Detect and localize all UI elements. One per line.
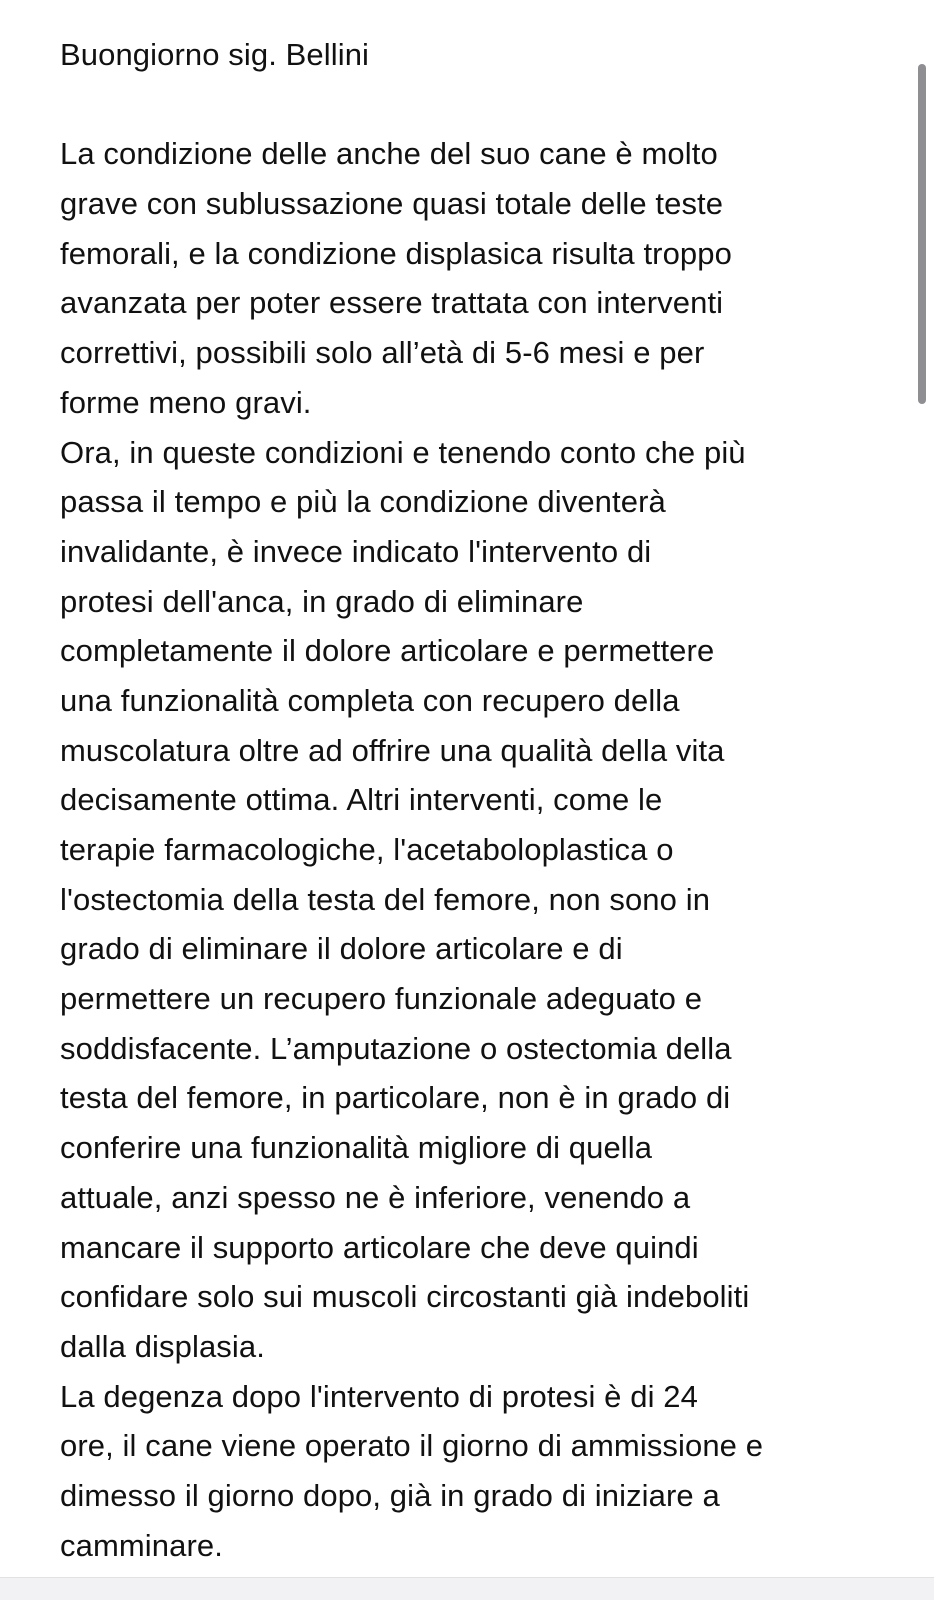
text-line: permettere un recupero funzionale adeguato e xyxy=(60,981,703,1017)
text-line: attuale, anzi spesso ne è inferiore, venendo a xyxy=(60,1179,691,1215)
greeting-line: Buongiorno sig. Bellini xyxy=(60,37,370,72)
text-line: muscolatura oltre ad offrire una qualità della vita xyxy=(60,732,725,768)
text-line: soddisfacente. L’amputazione o ostectomia della xyxy=(60,1030,732,1066)
text-line: La condizione delle anche del suo cane è molto xyxy=(60,136,718,172)
email-body xyxy=(60,30,910,1570)
text-line: mancare il supporto articolare che deve quindi xyxy=(60,1229,699,1265)
text-line: Ora, in queste condizioni e tenendo conto che più xyxy=(60,434,746,470)
text-line: dalla displasia. xyxy=(60,1328,265,1364)
scrollbar-thumb[interactable] xyxy=(918,64,926,404)
text-line: correttivi, possibili solo all’età di 5-6 mesi e per xyxy=(60,335,705,371)
text-line: protesi dell'anca, in grado di eliminare xyxy=(60,583,584,619)
bottom-toolbar-edge xyxy=(0,1577,934,1600)
text-line: grave con sublussazione quasi totale delle teste xyxy=(60,186,724,222)
text-line: testa del femore, in particolare, non è in grado di xyxy=(60,1080,731,1116)
text-line: forme meno gravi. xyxy=(60,384,312,420)
text-line: femorali, e la condizione displasica risulta troppo xyxy=(60,235,732,271)
blank-line xyxy=(60,80,910,130)
paragraph-1 xyxy=(60,129,910,427)
text-line: camminare. xyxy=(60,1527,223,1563)
text-line: una funzionalità completa con recupero della xyxy=(60,682,680,718)
text-line: avanzata per poter essere trattata con interventi xyxy=(60,285,724,321)
text-line: terapie farmacologiche, l'acetaboloplastica o xyxy=(60,832,674,867)
paragraph-2 xyxy=(60,428,910,1372)
text-line: ore, il cane viene operato il giorno di ammissione e xyxy=(60,1428,764,1464)
text-line: conferire una funzionalità migliore di quella xyxy=(60,1130,653,1166)
text-line: invalidante, è invece indicato l'intervento di xyxy=(60,533,652,569)
text-line: completamente il dolore articolare e permettere xyxy=(60,633,715,669)
text-line: grado di eliminare il dolore articolare e di xyxy=(60,931,623,967)
paragraph-3 xyxy=(60,1372,910,1571)
text-line: decisamente ottima. Altri interventi, come le xyxy=(60,782,663,818)
text-line: confidare solo sui muscoli circostanti già indeboliti xyxy=(60,1279,750,1315)
text-line: passa il tempo e più la condizione diventerà xyxy=(60,484,666,520)
text-line: l'ostectomia della testa del femore, non sono in xyxy=(60,881,711,917)
text-line: dimesso il giorno dopo, già in grado di iniziare a xyxy=(60,1477,720,1513)
text-line: La degenza dopo l'intervento di protesi è di 24 xyxy=(60,1378,698,1414)
